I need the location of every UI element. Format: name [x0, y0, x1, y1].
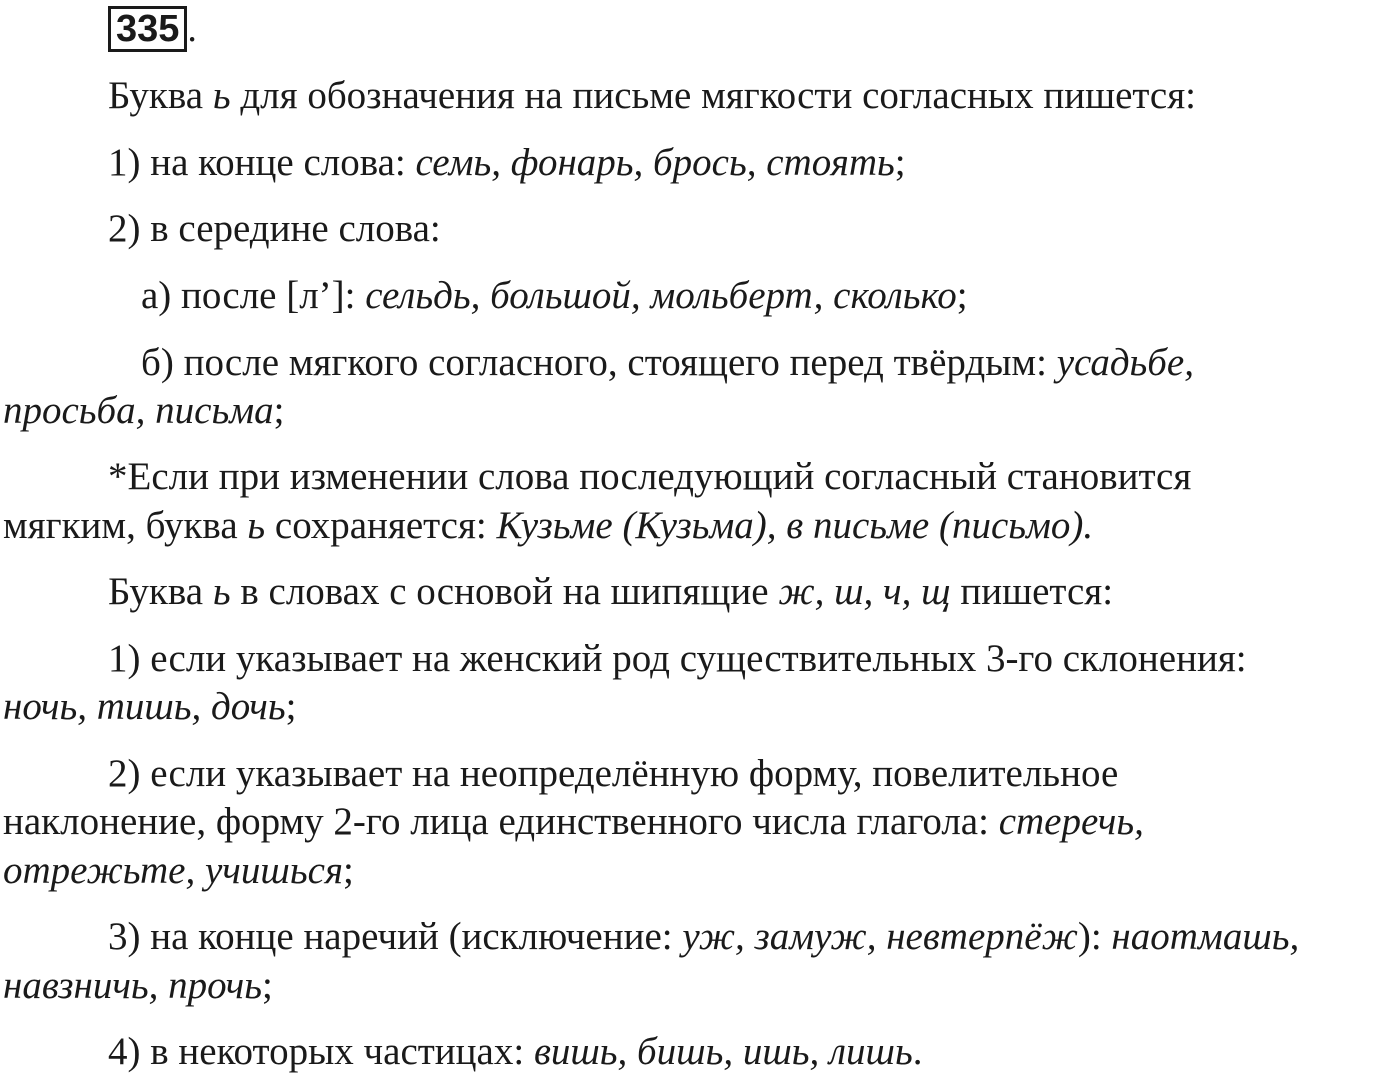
exercise-number	[108, 6, 197, 52]
example-words: семь, фонарь, брось, стоять	[415, 141, 895, 184]
rule-text: ;	[956, 274, 968, 317]
text-line-16	[3, 962, 273, 1010]
text-line-17	[108, 1028, 923, 1076]
rule-text: 2) если указывает на неопределённую форму, повелительное	[108, 752, 1119, 795]
example-words: ь	[212, 74, 231, 117]
example-words: усадьбе,	[1056, 341, 1194, 384]
rule-text: Буква	[108, 74, 213, 117]
example-words: уж, замуж, невтерпёж	[682, 915, 1078, 958]
rule-text: 4) в некоторых частицах:	[108, 1030, 534, 1073]
example-words: просьба, письма	[3, 389, 274, 432]
rule-text: ;	[894, 141, 906, 184]
rule-text: мягким, буква	[3, 504, 248, 547]
example-words: наотмашь,	[1111, 915, 1300, 958]
example-words: ночь, тишь, дочь	[3, 685, 286, 728]
rule-text: в словах с основой на шипящие	[230, 570, 779, 613]
rule-text: для обозначения на письме мягкости согласных пишется:	[230, 74, 1197, 117]
rule-text: ;	[285, 685, 297, 728]
text-line-8	[3, 502, 1093, 550]
exercise-number-dot: .	[187, 8, 197, 50]
rule-text: ;	[343, 849, 354, 892]
text-line-2	[108, 139, 906, 187]
rule-text: 1) если указывает на женский род существительных 3-го склонения:	[108, 637, 1247, 680]
rule-text: ;	[273, 389, 285, 432]
example-words: сельдь, большой, мольберт, сколько	[365, 274, 957, 317]
rule-text: наклонение, форму 2-го лица единственного числа глагола:	[3, 800, 999, 843]
text-line-1	[108, 72, 1196, 120]
example-words: отрежьте, учишься	[3, 849, 344, 892]
text-line-7	[108, 453, 1191, 501]
example-words: ь	[212, 570, 231, 613]
rule-text: 1) на конце слова:	[108, 141, 416, 184]
rule-text: *Если при изменении слова последующий согласный становится	[108, 455, 1192, 498]
text-line-12	[108, 750, 1118, 798]
example-words: Кузьме (Кузьма), в письме (письмо).	[496, 504, 1094, 547]
rule-text: .	[912, 1030, 923, 1073]
text-line-4	[141, 272, 968, 320]
rule-text: а) после [л’]:	[141, 274, 366, 317]
text-line-14	[3, 847, 354, 895]
example-words: ж, ш, ч, щ	[778, 570, 951, 613]
rule-text: б) после мягкого согласного, стоящего перед твёрдым:	[141, 341, 1057, 384]
text-line-6	[3, 387, 284, 435]
rule-text: Буква	[108, 570, 213, 613]
text-line-10	[108, 635, 1247, 683]
text-line-11	[3, 683, 296, 731]
example-words: стеречь,	[998, 800, 1144, 843]
text-line-13	[3, 798, 1144, 846]
exercise-number-box: 335	[108, 6, 187, 52]
rule-text: 3) на конце наречий (исключение:	[108, 915, 683, 958]
rule-text: сохраняется:	[265, 504, 497, 547]
rule-text: ):	[1077, 915, 1112, 958]
rule-text: 2) в середине слова:	[108, 207, 441, 250]
example-words: вишь, бишь, ишь, лишь	[533, 1030, 913, 1073]
example-words: ь	[247, 504, 266, 547]
text-line-5	[141, 339, 1194, 387]
rule-text: ;	[262, 964, 273, 1007]
text-line-3	[108, 205, 441, 253]
rule-text: пишется:	[950, 570, 1114, 613]
text-line-15	[108, 913, 1299, 961]
example-words: навзничь, прочь	[3, 964, 263, 1007]
text-line-9	[108, 568, 1113, 616]
